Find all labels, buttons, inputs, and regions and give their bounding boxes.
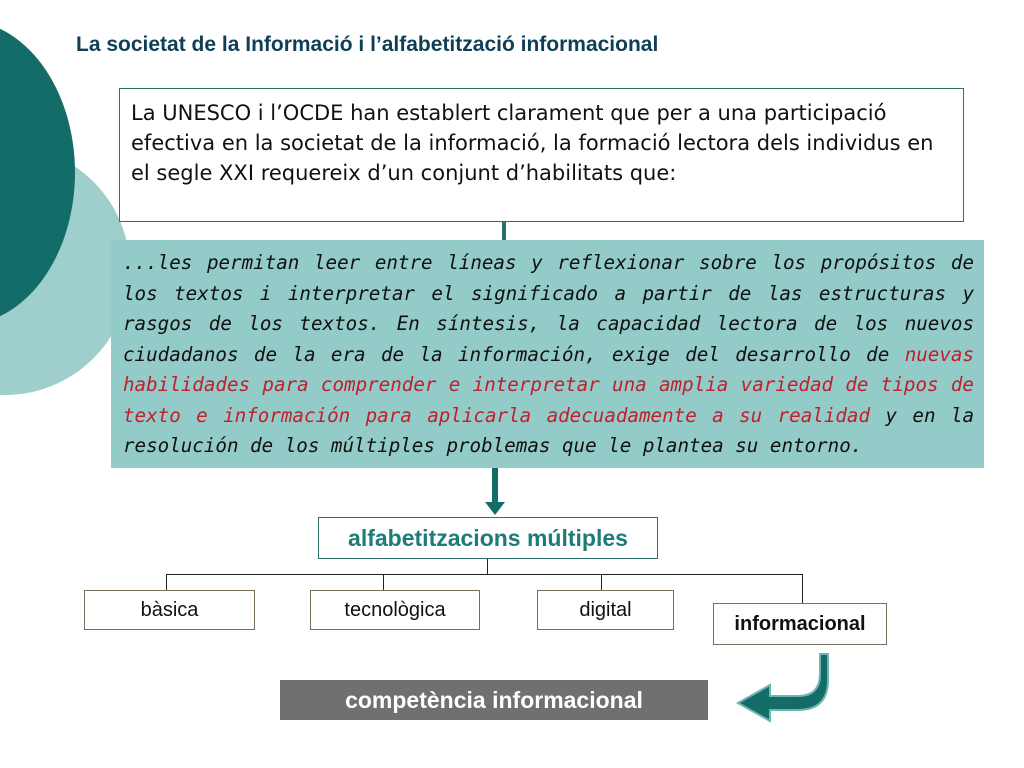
tree-branch-basica bbox=[166, 574, 167, 590]
tree-branch-informacional bbox=[802, 574, 803, 603]
information-competence-box: competència informacional bbox=[280, 680, 708, 720]
intro-text-box: La UNESCO i l’OCDE han establert clarament que per a una participació efectiva en la societat de la informació, la formació lectora dels individus en el segle XXI requereix d’un conjunt d’habilitats que: bbox=[119, 88, 964, 222]
tree-stem bbox=[487, 559, 488, 574]
down-arrow-icon bbox=[485, 502, 505, 515]
quote-text-box bbox=[111, 240, 984, 468]
literacy-tecnologica-box: tecnològica bbox=[310, 590, 480, 630]
quote-text-part2: y en la resolución de los múltiples problemas que le plantea su entorno. bbox=[123, 403, 974, 457]
quote-highlight-text: nuevas habilidades para comprender e interpretar una amplia variedad de tipos de texto e información para aplicarla adecuadamente a su realidad bbox=[123, 342, 974, 427]
down-arrow-shaft bbox=[492, 468, 498, 504]
literacy-basica-box: bàsica bbox=[84, 590, 255, 630]
literacy-informacional-box: informacional bbox=[713, 603, 887, 645]
multiple-literacies-box: alfabetitzacions múltiples bbox=[318, 517, 658, 559]
curved-arrow-shape bbox=[738, 654, 828, 721]
tree-branch-digital bbox=[601, 574, 602, 590]
tree-branch-tecnologica bbox=[383, 574, 384, 590]
slide-title: La societat de la Informació i l’alfabetització informacional bbox=[76, 33, 659, 56]
literacy-digital-box: digital bbox=[537, 590, 674, 630]
tree-horizontal-line bbox=[166, 574, 803, 575]
curved-arrow-icon bbox=[730, 652, 830, 727]
quote-text-part1: ...les permitan leer entre líneas y reflexionar sobre los propósitos de los textos i interpretar el significado a partir de las estructuras y rasgos de los textos. En síntesis, la capacidad lectora de los nuevos ciudadanos de la era de la información, exige del desarrollo de bbox=[123, 251, 974, 366]
connector-line bbox=[502, 222, 506, 240]
